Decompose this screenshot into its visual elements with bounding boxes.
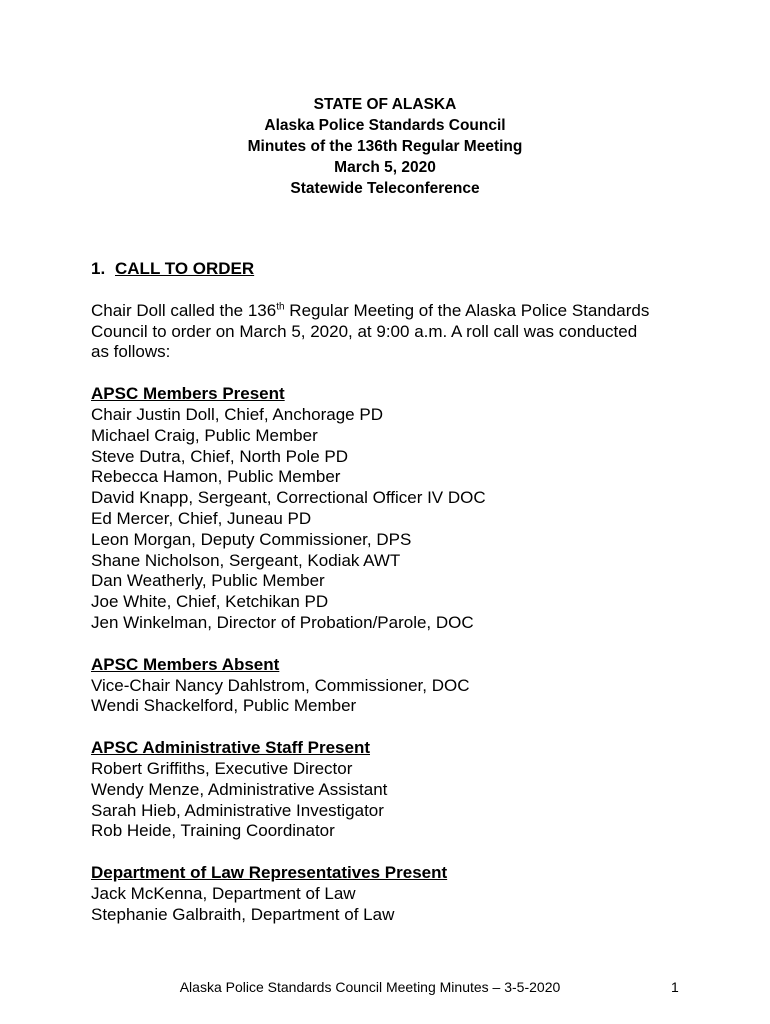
list-item: Stephanie Galbraith, Department of Law xyxy=(91,904,395,924)
list-item: Wendi Shackelford, Public Member xyxy=(91,696,357,716)
document-body xyxy=(91,259,691,947)
section-title: CALL TO ORDER xyxy=(115,259,255,278)
header-location: Statewide Teleconference xyxy=(290,180,480,197)
para-line3: as follows: xyxy=(91,342,171,362)
header-council: Alaska Police Standards Council xyxy=(264,117,506,134)
footer-title: Alaska Police Standards Council Meeting Minutes – 3-5-2020 xyxy=(179,979,561,995)
list-item: Vice-Chair Nancy Dahlstrom, Commissioner, DOC xyxy=(91,675,470,695)
header-state: STATE OF ALASKA xyxy=(313,96,457,113)
list-item: Michael Craig, Public Member xyxy=(91,425,318,445)
list-item: Sarah Hieb, Administrative Investigator xyxy=(91,800,384,820)
para-line1-end: Regular Meeting of the Alaska Police Standards xyxy=(284,300,650,320)
members-absent-title: APSC Members Absent xyxy=(91,654,280,674)
page-number: 1 xyxy=(671,979,679,995)
para-line2: Council to order on March 5, 2020, at 9:00 a.m. A roll call was conducted xyxy=(91,321,638,341)
list-item: Rebecca Hamon, Public Member xyxy=(91,467,341,487)
ordinal-suffix: th xyxy=(276,301,285,313)
document-header xyxy=(0,94,770,199)
header-minutes-title: Minutes of the 136th Regular Meeting xyxy=(247,138,523,155)
list-item: Steve Dutra, Chief, North Pole PD xyxy=(91,446,349,466)
para-line1-start: Chair Doll called the 136 xyxy=(91,300,277,320)
list-item: Jack McKenna, Department of Law xyxy=(91,883,356,903)
header-date: March 5, 2020 xyxy=(334,159,436,176)
list-item: Shane Nicholson, Sergeant, Kodiak AWT xyxy=(91,550,401,570)
call-to-order-paragraph xyxy=(91,301,691,363)
list-item: Jen Winkelman, Director of Probation/Parole, DOC xyxy=(91,612,474,632)
members-present-title: APSC Members Present xyxy=(91,384,285,404)
list-item: Robert Griffiths, Executive Director xyxy=(91,758,353,778)
list-item: Leon Morgan, Deputy Commissioner, DPS xyxy=(91,529,412,549)
list-item: David Knapp, Sergeant, Correctional Officer IV DOC xyxy=(91,488,486,508)
staff-present-title: APSC Administrative Staff Present xyxy=(91,738,370,758)
list-item: Chair Justin Doll, Chief, Anchorage PD xyxy=(91,404,383,424)
list-item: Ed Mercer, Chief, Juneau PD xyxy=(91,508,312,528)
members-present-group xyxy=(91,384,691,634)
list-item: Rob Heide, Training Coordinator xyxy=(91,821,335,841)
section-number: 1. xyxy=(91,259,106,278)
list-item: Joe White, Chief, Ketchikan PD xyxy=(91,592,329,612)
members-absent-group xyxy=(91,655,691,717)
section-heading-call-to-order xyxy=(91,259,691,280)
list-item: Wendy Menze, Administrative Assistant xyxy=(91,779,388,799)
law-present-title: Department of Law Representatives Present xyxy=(91,863,448,883)
law-present-group xyxy=(91,863,691,925)
staff-present-group xyxy=(91,738,691,842)
list-item: Dan Weatherly, Public Member xyxy=(91,571,325,591)
